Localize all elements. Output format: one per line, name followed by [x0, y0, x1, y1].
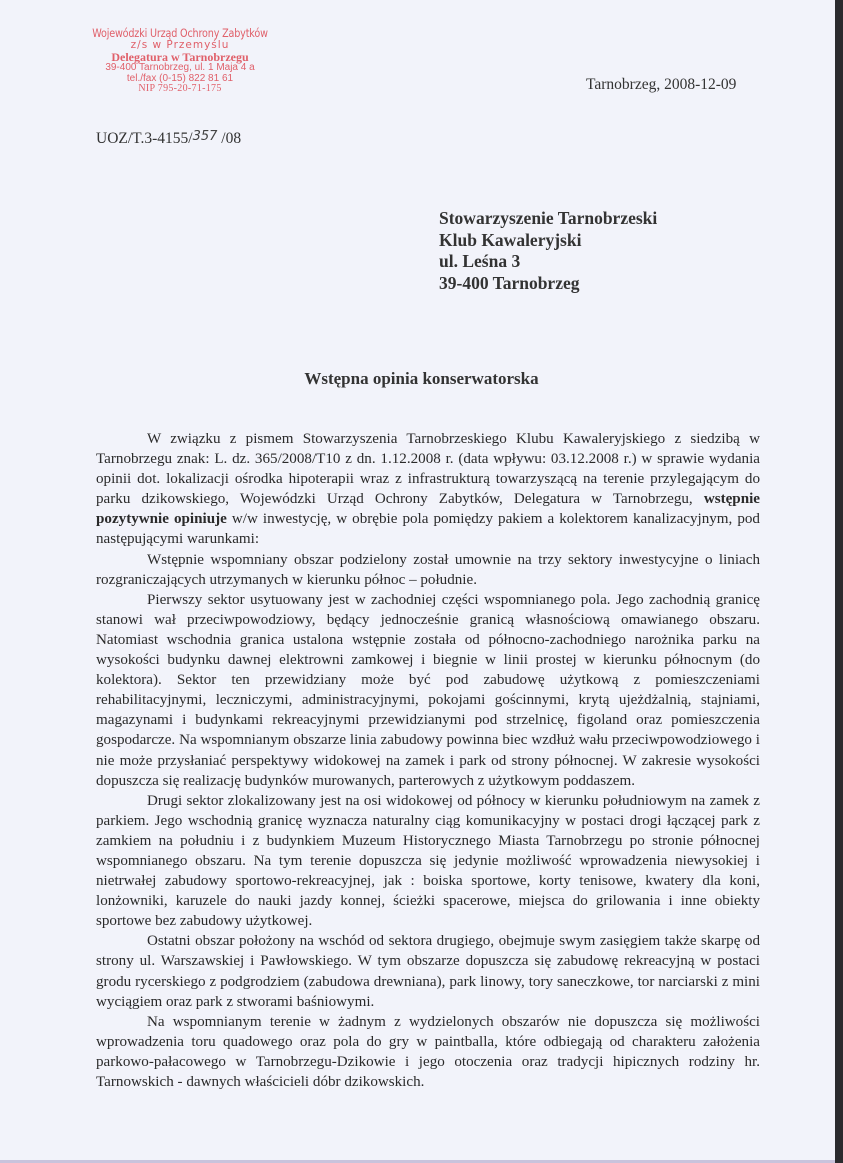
- addressee-block: [439, 208, 657, 294]
- stamp-institution: Wojewódzki Urząd Ochrony Zabytków: [92, 27, 268, 40]
- intro-text-end: w/w inwestycję, w obrębie pola pomiędzy pakiem a kolektorem kanalizacyjnym, pod następującymi warunkami:: [96, 511, 760, 548]
- paragraph-restrictions: Na wspomnianym terenie w żadnym z wydzielonych obszarów nie dopuszcza się możliwości wprowadzenia toru quadowego oraz pola do gry w paintballa, które odbiegają od charakteru założenia parkowo-pałacowego w Tarnobrzegu-Dzikowie i jego otoczenia oraz tradycji hipicznych rodziny hr. Tarnowskich - dawnych właścicieli dóbr dzikowskich.: [96, 1013, 760, 1090]
- document-title: Wstępna opinia konserwatorska: [304, 369, 539, 388]
- document-body: [96, 429, 760, 1092]
- stamp-nip: NIP 795-20-71-175: [138, 83, 222, 95]
- stamp-branch: Delegatura w Tarnobrzegu: [111, 49, 249, 64]
- opinion-verdict: wstępnie pozytywnie opiniuje: [96, 491, 760, 528]
- paragraph-sector-3: Ostatni obszar położony na wschód od sektora drugiego, obejmuje swym zasięgiem także skarpę od strony ul. Warszawskiej i Pawłowskiego. W tym obszarze dopuszcza się zabudowę rekreacyjną w postaci grodu rycerskiego z podgrodziem (zabudowa drewniana), park linowy, tory saneczkowe, tor narciarski z mini wyciągiem oraz park z stworami baśniowymi.: [96, 933, 760, 1010]
- stamp-phone: tel./fax (0-15) 822 81 61: [126, 72, 234, 84]
- stamp-address: 39-400 Tarnobrzeg, ul. 1 Maja 4 a: [105, 62, 255, 74]
- addressee-line-3: ul. Leśna 3: [439, 251, 521, 271]
- office-stamp: [62, 28, 298, 95]
- scan-edge-right: [835, 0, 843, 1163]
- reference-number: [96, 130, 241, 148]
- reference-suffix: /08: [217, 130, 242, 147]
- reference-handwritten-number: 357: [192, 129, 218, 144]
- addressee-line-4: 39-400 Tarnobrzeg: [439, 272, 580, 293]
- stamp-seat: z/s w Przemyślu: [130, 38, 230, 51]
- paragraph-sector-1: Pierwszy sektor usytuowany jest w zachodniej części wspomnianego pola. Jego zachodnią granicę stanowi wał przeciwpowodziowy, będący jednocześnie granicą własnościową omawianego obszaru. Natomiast wschodnia granica ustalona wstępnie została od północno-zachodniego narożnika parku na wysokości budynku dawnej elektrowni zamkowej i biegnie w linii prostej w kierunku północnym (do kolektora). Sektor ten przewidziany może być pod zabudowę użytkową z pomieszczeniami rehabilitacyjnymi, leczniczymi, administracyjnymi, pokojami gościnnymi, krytą ujeżdżalnią, stajniami, magazynami i budynkami rekreacyjnymi przewidzianymi pod strzelnicę, figoland oraz pomieszczenia gospodarcze. Na wspomnianym obszarze linia zabudowy powinna biec wzdłuż wału przeciwpowodziowego i nie może przysłaniać perspektywy widokowej na zamek i park od strony północnej. W zakresie wysokości dopuszcza się realizację budynków murowanych, parterowych z użytkowym poddaszem.: [96, 591, 760, 789]
- reference-prefix: UOZ/T.3-4155/: [96, 130, 193, 147]
- paragraph-sectors: Wstępnie wspomniany obszar podzielony został umownie na trzy sektory inwestycyjne o liniach rozgraniczających utrzymanych w kierunku północ – południe.: [96, 551, 760, 588]
- intro-text: W związku z pismem Stowarzyszenia Tarnobrzeskiego Klubu Kawaleryjskiego z siedzibą w Tarnobrzegu znak: L. dz. 365/2008/T10 z dn. 1.12.2008 r. (data wpływu: 03.12.2008 r.) w sprawie wydania opinii dot. lokalizacji ośrodka hipoterapii wraz z infrastrukturą towarzyszącą na terenie przylegającym do parku dzikowskiego, Wojewódzki Urząd Ochrony Zabytków, Delegatura w Tarnobrzegu,: [96, 431, 760, 508]
- place-date: Tarnobrzeg, 2008-12-09: [586, 76, 737, 93]
- addressee-line-1: Stowarzyszenie Tarnobrzeski: [439, 208, 658, 228]
- paragraph-sector-2: Drugi sektor zlokalizowany jest na osi widokowej od północy w kierunku południowym na zamek z parkiem. Jego wschodnią granicę wyznacza naturalny ciąg komunikacyjny w postaci drogi łączącej park z zamkiem na południu i z budynkiem Muzeum Historycznego Miasta Tarnobrzegu po stronie północnej wspomnianego obszaru. Na tym terenie dopuszcza się jedynie możliwość wprowadzenia niewysokiej i nietrwałej zabudowy sportowo-rekreacyjnej, jak : boiska sportowe, korty tenisowe, kwatery dla koni, lonżowniki, karuzele do nauki jazdy konnej, ścieżki spacerowe, miejsca do grilowania i inne obiekty sportowe bez zabudowy użytkowej.: [96, 792, 760, 930]
- paragraph-intro: [96, 429, 760, 550]
- addressee-line-2: Klub Kawaleryjski: [439, 229, 582, 250]
